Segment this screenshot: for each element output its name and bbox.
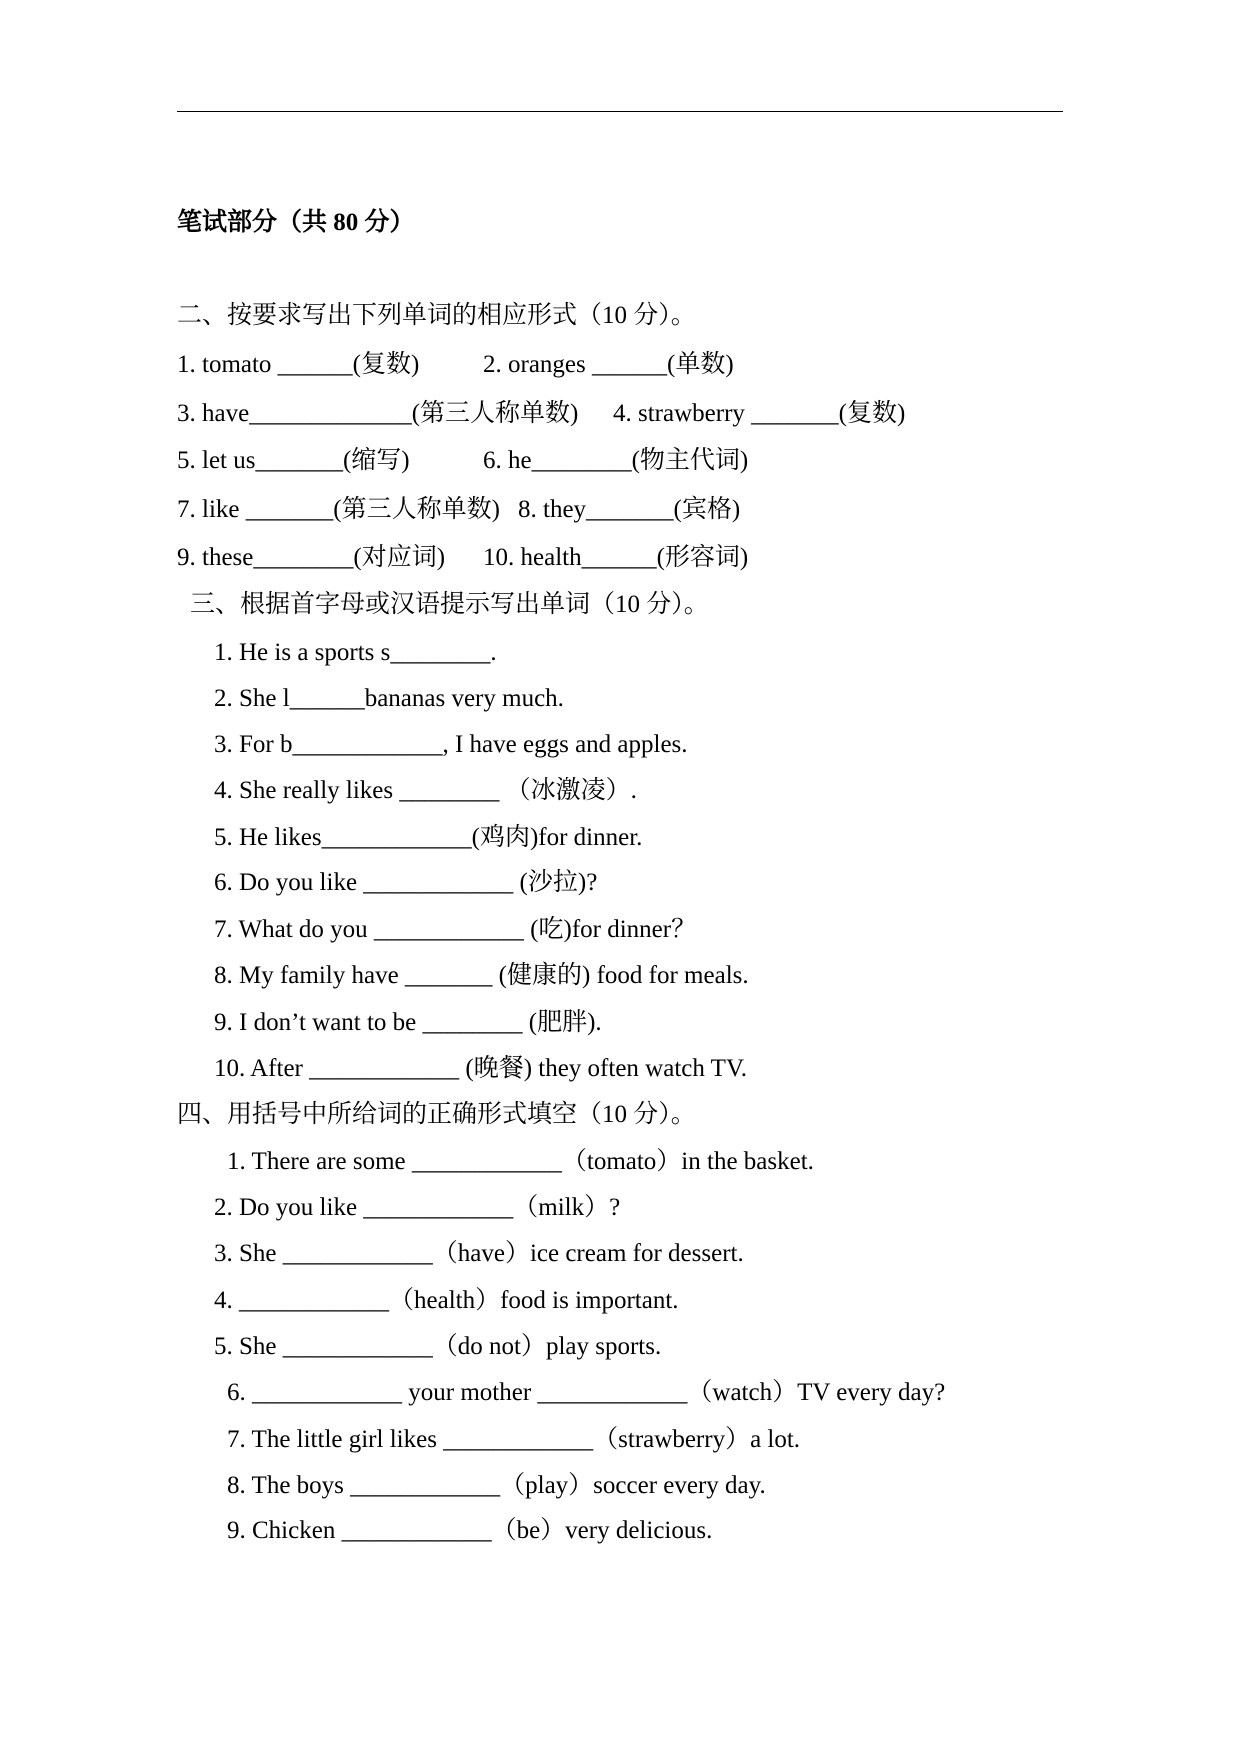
question-right: 8. they_______(宾格) — [518, 496, 741, 523]
page-title: 笔试部分（共 80 分） — [177, 209, 415, 236]
header-rule — [177, 111, 1063, 112]
question-item: 1. He is a sports s________. — [214, 639, 497, 666]
question-left: 5. let us_______(缩写) — [177, 447, 410, 474]
question-item: 4. ____________（health）food is important. — [214, 1287, 679, 1314]
question-item: 1. There are some ____________（tomato）in the basket. — [227, 1148, 814, 1175]
question-item: 3. For b____________, I have eggs and apples. — [214, 731, 688, 758]
question-left: 9. these________(对应词) — [177, 544, 446, 571]
question-left: 3. have_____________(第三人称单数) — [177, 400, 579, 427]
question-item: 9. I don’t want to be ________ (肥胖). — [214, 1009, 602, 1036]
section-3-heading: 三、根据首字母或汉语提示写出单词（10 分）。 — [190, 591, 709, 618]
question-item: 2. She l______bananas very much. — [214, 685, 564, 712]
question-left: 1. tomato ______(复数) — [177, 351, 420, 378]
question-right: 4. strawberry _______(复数) — [613, 400, 906, 427]
question-right: 2. oranges ______(单数) — [483, 351, 734, 378]
question-item: 4. She really likes ________ （冰激凌）. — [214, 777, 637, 804]
question-item: 7. The little girl likes ____________（strawberry）a lot. — [227, 1426, 801, 1453]
question-item: 8. My family have _______ (健康的) food for meals. — [214, 962, 749, 989]
question-left: 7. like _______(第三人称单数) — [177, 496, 500, 523]
section-4-heading: 四、用括号中所给词的正确形式填空（10 分）。 — [177, 1101, 696, 1128]
question-item: 9. Chicken ____________（be）very delicious. — [227, 1517, 713, 1544]
question-right: 6. he________(物主代词) — [483, 447, 749, 474]
question-item: 3. She ____________（have）ice cream for dessert. — [214, 1240, 744, 1267]
section-2-heading: 二、按要求写出下列单词的相应形式（10 分）。 — [177, 302, 696, 329]
question-item: 5. He likes____________(鸡肉)for dinner. — [214, 824, 643, 851]
question-item: 5. She ____________（do not）play sports. — [214, 1333, 662, 1360]
question-item: 8. The boys ____________（play）soccer every day. — [227, 1472, 766, 1499]
question-right: 10. health______(形容词) — [483, 544, 749, 571]
question-item: 7. What do you ____________ (吃)for dinner？ — [214, 916, 697, 943]
question-item: 2. Do you like ____________（milk）? — [214, 1194, 621, 1221]
question-item: 6. Do you like ____________ (沙拉)? — [214, 869, 598, 896]
question-item: 10. After ____________ (晚餐) they often watch TV. — [214, 1055, 748, 1082]
question-item: 6. ____________ your mother ____________（watch）TV every day? — [227, 1379, 946, 1406]
